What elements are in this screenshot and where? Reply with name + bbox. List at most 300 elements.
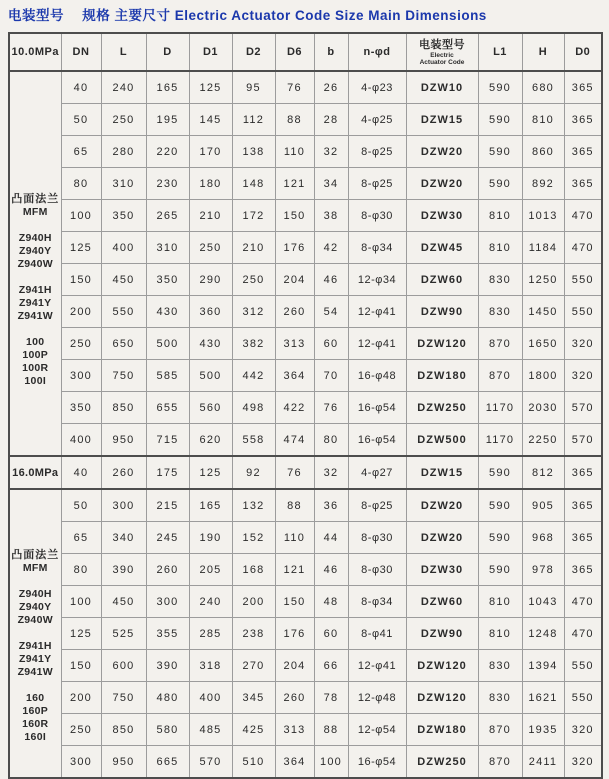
data-cell: 8-φ34 [348,232,406,264]
data-cell: 165 [146,71,189,104]
data-cell: 300 [61,360,101,392]
data-cell: DZW180 [406,360,478,392]
data-cell: 200 [61,682,101,714]
data-cell: DZW15 [406,456,478,489]
data-cell: 70 [314,360,348,392]
data-cell: DZW20 [406,489,478,522]
data-cell: 200 [61,296,101,328]
data-cell: DZW30 [406,554,478,586]
data-cell: 830 [478,296,522,328]
side-label: 100P [22,348,49,361]
data-cell: 76 [275,456,314,489]
side-label: 160I [24,730,47,743]
data-cell: 360 [189,296,232,328]
data-cell: 470 [564,618,602,650]
data-cell: DZW500 [406,424,478,457]
data-cell: 125 [61,232,101,264]
data-cell: 250 [61,328,101,360]
data-cell: 550 [564,296,602,328]
data-cell: 300 [61,746,101,779]
data-cell: 65 [61,136,101,168]
data-cell: 580 [146,714,189,746]
data-cell: 28 [314,104,348,136]
data-cell: 12-φ41 [348,328,406,360]
data-cell: 290 [189,264,232,296]
data-cell: 500 [146,328,189,360]
data-cell: 1935 [522,714,564,746]
data-cell: 110 [275,136,314,168]
data-cell: 26 [314,71,348,104]
data-cell: DZW120 [406,650,478,682]
header-cell-d1: D1 [189,33,232,71]
side-label: 160R [22,717,49,730]
data-cell: 558 [232,424,275,457]
data-cell: 320 [564,328,602,360]
data-cell: 365 [564,136,602,168]
data-cell: 585 [146,360,189,392]
data-cell: 1170 [478,424,522,457]
data-cell: 310 [101,168,146,200]
data-cell: 550 [564,682,602,714]
data-cell: 365 [564,71,602,104]
data-cell: 60 [314,618,348,650]
data-cell: 1013 [522,200,564,232]
data-cell: 125 [189,456,232,489]
data-cell: 95 [232,71,275,104]
data-cell: 365 [564,554,602,586]
data-cell: 148 [232,168,275,200]
data-cell: 285 [189,618,232,650]
data-cell: 54 [314,296,348,328]
data-cell: 364 [275,746,314,779]
data-cell: 8-φ41 [348,618,406,650]
data-cell: 150 [61,264,101,296]
data-cell: 510 [232,746,275,779]
side-label-group [10,232,61,271]
data-cell: 550 [564,264,602,296]
side-label: 100I [24,374,47,387]
data-cell: 950 [101,424,146,457]
header-cell-d2: D2 [232,33,275,71]
data-cell: 8-φ25 [348,136,406,168]
data-cell: 100 [314,746,348,779]
data-cell: 1450 [522,296,564,328]
data-cell: 812 [522,456,564,489]
data-cell: 300 [146,586,189,618]
data-cell: DZW60 [406,586,478,618]
data-cell: 1394 [522,650,564,682]
data-cell: 968 [522,522,564,554]
data-cell: 892 [522,168,564,200]
data-cell: 48 [314,586,348,618]
data-cell: 340 [101,522,146,554]
data-cell: 978 [522,554,564,586]
data-cell: 680 [522,71,564,104]
side-label-cell [9,489,61,778]
data-cell: 810 [478,618,522,650]
data-cell: 525 [101,618,146,650]
data-cell: 145 [189,104,232,136]
side-label: Z940H [18,587,52,600]
data-cell: 590 [478,456,522,489]
data-cell: 355 [146,618,189,650]
side-label: 凸面法兰 [11,548,60,561]
data-cell: 12-φ34 [348,264,406,296]
data-cell: 92 [232,456,275,489]
header-cell-b: b [314,33,348,71]
data-cell: 665 [146,746,189,779]
data-cell: 830 [478,264,522,296]
data-cell: 12-φ41 [348,296,406,328]
data-cell: 2411 [522,746,564,779]
side-label: MFM [22,205,48,218]
data-cell: 442 [232,360,275,392]
data-cell: 450 [101,264,146,296]
data-cell: 400 [189,682,232,714]
data-cell: 76 [275,71,314,104]
data-cell: 750 [101,360,146,392]
data-cell: DZW10 [406,71,478,104]
header-cell-d: D [146,33,189,71]
header-cell-h: H [522,33,564,71]
data-cell: 870 [478,714,522,746]
data-cell: 870 [478,360,522,392]
data-cell: 204 [275,264,314,296]
header-cell-l1: L1 [478,33,522,71]
data-cell: 152 [232,522,275,554]
data-cell: 100 [61,200,101,232]
data-cell: 76 [314,392,348,424]
data-cell: 176 [275,618,314,650]
data-cell: DZW20 [406,522,478,554]
data-cell: 550 [101,296,146,328]
data-cell: 830 [478,650,522,682]
data-cell: DZW250 [406,746,478,779]
data-cell: 215 [146,489,189,522]
data-cell: 570 [189,746,232,779]
data-cell: 210 [232,232,275,264]
data-cell: 4-φ25 [348,104,406,136]
data-cell: 32 [314,136,348,168]
data-cell: 88 [275,104,314,136]
data-cell: 80 [61,554,101,586]
data-cell: 270 [232,650,275,682]
data-cell: DZW250 [406,392,478,424]
data-cell: 430 [189,328,232,360]
data-cell: DZW20 [406,168,478,200]
data-cell: 1650 [522,328,564,360]
data-cell: 318 [189,650,232,682]
data-cell: 570 [564,392,602,424]
data-cell: 400 [101,232,146,264]
data-cell: 80 [61,168,101,200]
data-cell: 8-φ34 [348,586,406,618]
data-cell: 190 [189,522,232,554]
data-cell: 150 [275,586,314,618]
data-cell: 390 [101,554,146,586]
data-cell: 313 [275,328,314,360]
data-cell: 425 [232,714,275,746]
data-cell: 168 [232,554,275,586]
data-cell: 16-φ54 [348,746,406,779]
data-cell: 66 [314,650,348,682]
data-cell: 470 [564,586,602,618]
data-cell: 500 [189,360,232,392]
side-label: Z940W [17,257,53,270]
data-cell: 265 [146,200,189,232]
data-cell: 16-φ54 [348,392,406,424]
data-cell: 474 [275,424,314,457]
header-cell-dn: DN [61,33,101,71]
data-cell: 590 [478,554,522,586]
data-cell: 320 [564,360,602,392]
data-cell: DZW30 [406,200,478,232]
data-cell: DZW15 [406,104,478,136]
data-cell: 250 [232,264,275,296]
header-pressure: 10.0MPa [9,33,61,71]
data-cell: 2030 [522,392,564,424]
data-cell: 390 [146,650,189,682]
side-label: Z941W [17,309,53,322]
data-cell: 480 [146,682,189,714]
data-cell: DZW120 [406,328,478,360]
data-cell: 300 [101,489,146,522]
data-cell: 905 [522,489,564,522]
data-cell: 250 [101,104,146,136]
data-cell: 650 [101,328,146,360]
side-label-group [10,640,61,679]
data-cell: 204 [275,650,314,682]
data-cell: 430 [146,296,189,328]
data-cell: 175 [146,456,189,489]
data-cell: 8-φ30 [348,554,406,586]
side-label-cell [9,71,61,456]
data-cell: 210 [189,200,232,232]
side-label-group [10,336,61,388]
data-cell: 950 [101,746,146,779]
data-cell: 8-φ25 [348,168,406,200]
header-cell-l: L [101,33,146,71]
data-cell: DZW90 [406,296,478,328]
data-cell: 470 [564,232,602,264]
data-cell: 250 [61,714,101,746]
data-cell: 600 [101,650,146,682]
data-cell: 245 [146,522,189,554]
data-cell: 715 [146,424,189,457]
data-cell: 350 [101,200,146,232]
data-cell: 132 [232,489,275,522]
data-cell: 400 [61,424,101,457]
data-cell: 260 [275,296,314,328]
data-cell: 16-φ48 [348,360,406,392]
side-label: Z940H [18,231,52,244]
header-actuator-cn: 电装型号 [419,38,465,51]
side-label: MFM [22,561,48,574]
data-cell: 870 [478,746,522,779]
data-cell: 345 [232,682,275,714]
data-cell: 365 [564,522,602,554]
data-cell: 8-φ30 [348,522,406,554]
data-cell: 830 [478,682,522,714]
data-cell: 40 [61,456,101,489]
side-label: 160P [22,704,49,717]
data-cell: 46 [314,554,348,586]
data-cell: 230 [146,168,189,200]
side-label: 100 [26,335,45,348]
data-cell: 12-φ48 [348,682,406,714]
data-cell: 810 [478,586,522,618]
data-cell: 50 [61,104,101,136]
data-cell: 498 [232,392,275,424]
side-label-group [10,284,61,323]
dimensions-table [8,32,603,779]
data-cell: 850 [101,714,146,746]
data-cell: 280 [101,136,146,168]
data-cell: 260 [146,554,189,586]
data-cell: 860 [522,136,564,168]
data-cell: DZW45 [406,232,478,264]
data-cell: 40 [61,71,101,104]
side-label: Z941Y [19,296,52,309]
data-cell: 176 [275,232,314,264]
data-cell: 121 [275,554,314,586]
data-cell: 46 [314,264,348,296]
data-cell: 850 [101,392,146,424]
data-cell: 220 [146,136,189,168]
data-cell: 590 [478,104,522,136]
side-label-group [10,588,61,627]
side-label: Z940Y [19,244,52,257]
data-cell: 240 [189,586,232,618]
data-cell: 365 [564,104,602,136]
data-cell: 121 [275,168,314,200]
data-cell: 1250 [522,264,564,296]
side-label: Z941H [18,639,52,652]
data-cell: 570 [564,424,602,457]
data-cell: 1043 [522,586,564,618]
data-cell: 590 [478,136,522,168]
data-cell: DZW120 [406,682,478,714]
data-cell: 590 [478,522,522,554]
side-label: Z940W [17,613,53,626]
side-label: 160 [26,691,45,704]
side-label-group [10,692,61,744]
side-label: Z941H [18,283,52,296]
side-label: Z940Y [19,600,52,613]
data-cell: 810 [522,104,564,136]
data-cell: 260 [101,456,146,489]
data-cell: 260 [275,682,314,714]
header-cell-d6: D6 [275,33,314,71]
data-cell: 12-φ41 [348,650,406,682]
data-cell: 620 [189,424,232,457]
data-cell: 560 [189,392,232,424]
pressure-cell: 16.0MPa [9,456,61,489]
data-cell: 240 [101,71,146,104]
data-cell: 172 [232,200,275,232]
data-cell: 655 [146,392,189,424]
data-cell: 112 [232,104,275,136]
data-cell: 1621 [522,682,564,714]
data-cell: 364 [275,360,314,392]
data-cell: 50 [61,489,101,522]
data-cell: DZW90 [406,618,478,650]
data-cell: 12-φ54 [348,714,406,746]
data-cell: 320 [564,714,602,746]
data-cell: 422 [275,392,314,424]
data-cell: 125 [189,71,232,104]
header-cell-d0: D0 [564,33,602,71]
data-cell: 450 [101,586,146,618]
data-cell: 165 [189,489,232,522]
data-cell: 350 [61,392,101,424]
data-cell: 1248 [522,618,564,650]
header-actuator-en-2: Actuator Code [419,58,465,66]
data-cell: 810 [478,232,522,264]
data-cell: 750 [101,682,146,714]
data-cell: 238 [232,618,275,650]
data-cell: 4-φ27 [348,456,406,489]
data-cell: 870 [478,328,522,360]
data-cell: 485 [189,714,232,746]
data-cell: 34 [314,168,348,200]
data-cell: 2250 [522,424,564,457]
data-cell: 38 [314,200,348,232]
header-actuator-en-1: Electric [430,51,454,59]
side-label: 100R [22,361,49,374]
data-cell: 170 [189,136,232,168]
data-cell: 205 [189,554,232,586]
data-cell: 4-φ23 [348,71,406,104]
data-cell: 138 [232,136,275,168]
data-cell: 60 [314,328,348,360]
data-cell: 88 [275,489,314,522]
data-cell: 590 [478,168,522,200]
data-cell: 1800 [522,360,564,392]
data-cell: DZW60 [406,264,478,296]
data-cell: 365 [564,456,602,489]
data-cell: DZW20 [406,136,478,168]
header-actuator-code [406,33,478,71]
data-cell: 8-φ30 [348,200,406,232]
data-cell: 550 [564,650,602,682]
data-cell: 365 [564,168,602,200]
side-label: Z941Y [19,652,52,665]
data-cell: 125 [61,618,101,650]
side-label: Z941W [17,665,53,678]
data-cell: 36 [314,489,348,522]
side-label-group [10,549,61,575]
data-cell: 100 [61,586,101,618]
data-cell: 32 [314,456,348,489]
data-cell: 78 [314,682,348,714]
data-cell: 365 [564,489,602,522]
data-cell: 42 [314,232,348,264]
data-cell: 470 [564,200,602,232]
data-cell: 810 [478,200,522,232]
data-cell: 195 [146,104,189,136]
side-label: 凸面法兰 [11,192,60,205]
data-cell: 88 [314,714,348,746]
data-cell: 590 [478,71,522,104]
data-cell: 250 [189,232,232,264]
data-cell: 110 [275,522,314,554]
page-title: 电装型号 规格 主要尺寸 Electric Actuator Code Size Main Dimensions [8,8,487,23]
data-cell: 1170 [478,392,522,424]
data-cell: 313 [275,714,314,746]
data-cell: 150 [61,650,101,682]
data-cell: 80 [314,424,348,457]
